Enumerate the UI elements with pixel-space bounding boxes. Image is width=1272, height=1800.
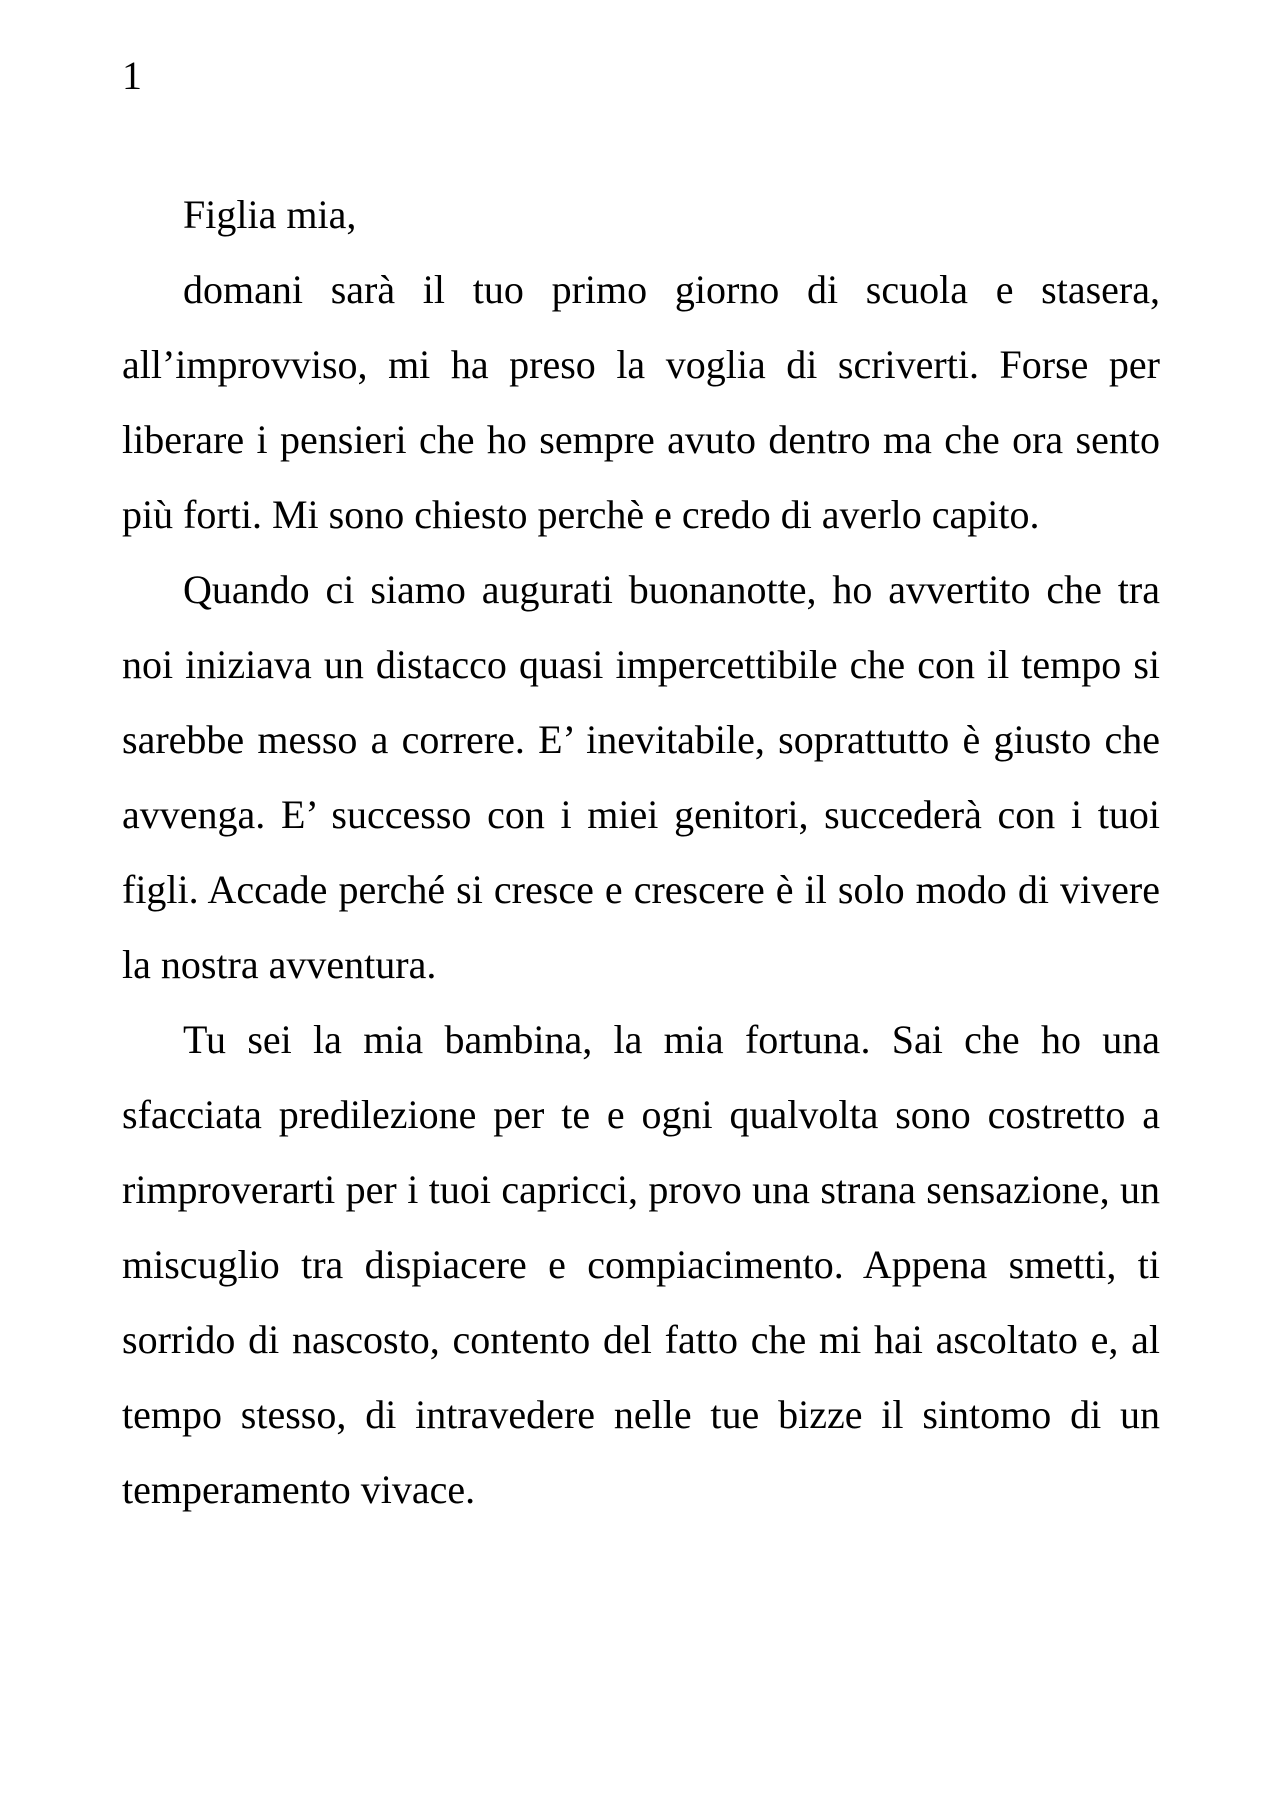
paragraph: domani sarà il tuo primo giorno di scuola e stasera, all’improvviso, mi ha preso la voglia di scriverti. Forse per liberare i pensieri che ho sempre avuto dentro ma che ora sento più forti. Mi sono chiesto perchè e credo di averlo capito. xyxy=(122,267,1160,537)
page-number: 1 xyxy=(122,53,142,98)
letter-body xyxy=(122,177,1160,1527)
letter-salutation: Figlia mia, xyxy=(183,192,357,237)
paragraph: Tu sei la mia bambina, la mia fortuna. Sai che ho una sfacciata predilezione per te e ogni qualvolta sono costretto a rimproverarti per i tuoi capricci, provo una strana sensazione, un miscuglio tra dispiacere e compiacimento. Appena smetti, ti sorrido di nascosto, contento del fatto che mi hai ascoltato e, al tempo stesso, di intravedere nelle tue bizze il sintomo di un temperamento vivace. xyxy=(122,1017,1160,1512)
paragraph: Quando ci siamo augurati buonanotte, ho avvertito che tra noi iniziava un distacco quasi impercettibile che con il tempo si sarebbe messo a correre. E’ inevitabile, soprattutto è giusto che avvenga. E’ successo con i miei genitori, succederà con i tuoi figli. Accade perché si cresce e crescere è il solo modo di vivere la nostra avventura. xyxy=(122,567,1160,987)
